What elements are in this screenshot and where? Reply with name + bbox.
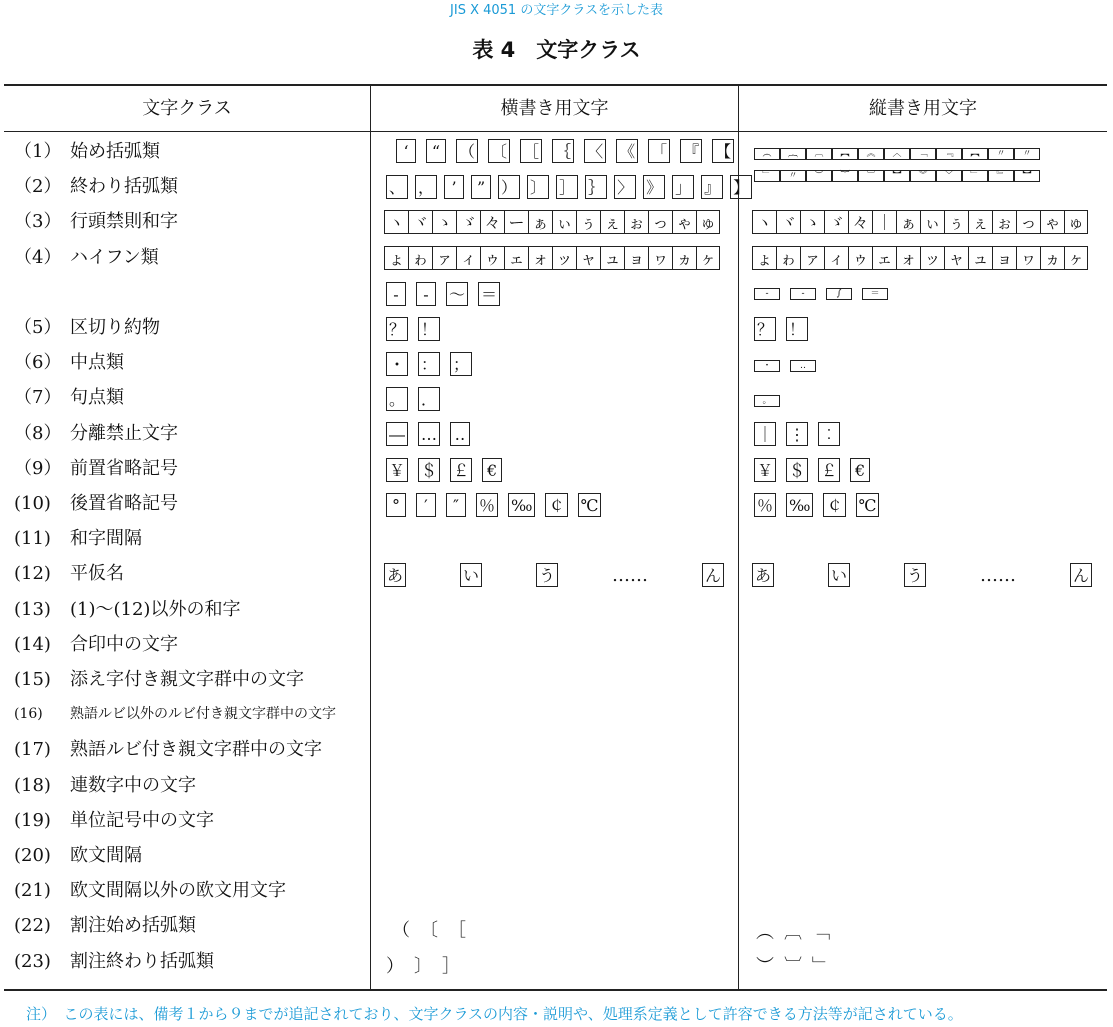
h-warichu-close <box>386 952 460 978</box>
char-glyph: …… <box>980 564 1016 586</box>
char-glyph: ﹂ <box>812 956 830 977</box>
char-glyph: ﹀ <box>936 170 962 182</box>
char-glyph: ん <box>1070 563 1092 587</box>
char-glyph: ￠ <box>823 493 845 517</box>
char-glyph: 々 <box>848 210 872 234</box>
char-glyph: ― <box>386 422 408 446</box>
h-hiragana <box>384 563 724 587</box>
char-glyph: ︾ <box>910 170 936 182</box>
row-number: (21) <box>14 880 51 902</box>
char-glyph: ︻ <box>832 148 858 160</box>
h-postfix-abbrev <box>386 493 601 517</box>
v-prefix-abbrev <box>754 458 870 482</box>
v-close-brackets <box>754 170 1040 182</box>
char-glyph: ゃ <box>672 210 696 234</box>
char-glyph: ［ <box>520 139 542 163</box>
char-glyph: ﹁ <box>910 148 936 160</box>
char-glyph: ∫ <box>826 288 852 300</box>
row-label <box>14 873 286 908</box>
char-glyph: （ <box>392 920 410 941</box>
header-horizontal: 横書き用文字 <box>500 98 609 119</box>
char-glyph: ぇ <box>600 210 624 234</box>
char-glyph: ぁ <box>896 210 920 234</box>
row-text: 区切り約物 <box>70 317 160 338</box>
row-text: 和字間隔 <box>70 528 142 550</box>
char-glyph: ‐ <box>790 288 816 300</box>
char-glyph: ゃ <box>1040 210 1064 234</box>
header-vertical: 縦書き用文字 <box>869 98 977 119</box>
footnote: 注） この表には、備考１から９までが追記されており、文字クラスの内容・説明や、処理系定義として許容できる方法等が記されている。 <box>26 1005 963 1023</box>
char-glyph: ョ <box>992 246 1016 270</box>
h-line-start-prohibited-b <box>384 246 720 270</box>
char-glyph: ′ <box>416 493 436 517</box>
char-glyph: ｜ <box>754 422 776 446</box>
char-glyph: ォ <box>528 246 552 270</box>
char-glyph: ‐ <box>754 288 780 300</box>
char-glyph: ﹃ <box>936 148 962 160</box>
column-divider <box>738 86 739 989</box>
char-glyph: ‰ <box>508 493 535 517</box>
row-text: 前置省略記号 <box>70 457 178 479</box>
row-label <box>14 908 196 943</box>
char-glyph: ︵ <box>756 922 774 943</box>
char-glyph: ： <box>418 352 440 376</box>
char-glyph: 、 <box>386 175 408 199</box>
char-glyph: “ <box>426 139 446 163</box>
char-glyph: 。 <box>754 395 780 407</box>
char-glyph: ・ <box>754 360 780 372</box>
row-text: 終わり括弧類 <box>70 176 178 198</box>
char-glyph: 】 <box>730 175 752 199</box>
row-label <box>14 592 240 627</box>
char-glyph: い <box>460 563 482 587</box>
row-text: 熟語ルビ付き親文字群中の文字 <box>70 739 322 761</box>
char-glyph: ﹂ <box>754 170 780 182</box>
row-text: 合印中の文字 <box>70 633 178 655</box>
char-glyph: ” <box>471 175 491 199</box>
v-dividing-punct <box>754 317 808 341</box>
char-glyph: ょ <box>384 246 408 270</box>
row-text: 欧文間隔 <box>70 845 142 866</box>
char-glyph: 「 <box>648 139 670 163</box>
char-glyph: ￥ <box>386 458 408 482</box>
row-text: 熟語ルビ以外のルビ付き親文字群中の文字 <box>70 706 336 723</box>
char-glyph: ﹄ <box>988 170 1014 182</box>
char-glyph: ゎ <box>776 246 800 270</box>
char-glyph: っ <box>1016 210 1040 234</box>
char-glyph: ヵ <box>672 246 696 270</box>
char-glyph: ェ <box>504 246 528 270</box>
char-glyph: ； <box>450 352 472 376</box>
char-glyph: ℃ <box>578 493 602 517</box>
char-glyph: ︵ <box>754 148 780 160</box>
char-glyph: ︺ <box>858 170 884 182</box>
char-glyph: 〉 <box>614 175 636 199</box>
char-glyph: ょ <box>752 246 776 270</box>
char-glyph: ・ <box>386 352 408 376</box>
char-glyph: ＝ <box>862 288 888 300</box>
char-glyph: ォ <box>896 246 920 270</box>
char-glyph: 〕 <box>414 956 432 977</box>
row-number: (18) <box>14 774 51 796</box>
char-glyph: ュ <box>968 246 992 270</box>
v-line-start-prohibited-a <box>752 210 1088 234</box>
char-glyph: ’ <box>444 175 464 199</box>
char-glyph: ︻ <box>962 148 988 160</box>
row-number: （9） <box>14 457 62 479</box>
h-middle-dots <box>386 352 472 376</box>
char-glyph: ￡ <box>450 458 472 482</box>
row-number: (23) <box>14 950 51 972</box>
char-glyph: ゝ <box>432 210 456 234</box>
h-hyphens <box>386 282 500 306</box>
row-label <box>14 345 124 380</box>
row-number: （8） <box>14 422 62 444</box>
v-inseparable <box>754 422 840 446</box>
h-full-stops <box>386 387 440 411</box>
char-glyph: ャ <box>944 246 968 270</box>
row-number: （3） <box>14 211 62 233</box>
char-glyph: ヮ <box>1016 246 1040 270</box>
char-glyph: ‥ <box>450 422 470 446</box>
row-number: (19) <box>14 809 51 831</box>
char-glyph: …… <box>612 564 648 586</box>
char-glyph: ＄ <box>786 458 808 482</box>
char-glyph: ゅ <box>1064 210 1088 234</box>
char-glyph: ℃ <box>856 493 880 517</box>
v-warichu-open <box>756 918 830 944</box>
char-glyph: 〔 <box>488 139 510 163</box>
row-label <box>14 803 214 838</box>
char-glyph: ぃ <box>920 210 944 234</box>
char-glyph: ° <box>386 493 406 517</box>
char-glyph: ￡ <box>818 458 840 482</box>
char-glyph: ッ <box>920 246 944 270</box>
row-number: （5） <box>14 317 62 338</box>
char-glyph: ぁ <box>528 210 552 234</box>
row-number: (14) <box>14 633 51 655</box>
char-glyph: ‘ <box>396 139 416 163</box>
row-number: (11) <box>14 528 51 550</box>
row-label <box>14 451 178 486</box>
char-glyph: ［ <box>448 920 466 941</box>
row-label <box>14 380 124 415</box>
char-glyph: ｜ <box>872 210 896 234</box>
row-label <box>14 627 178 662</box>
char-glyph: ｝ <box>585 175 607 199</box>
char-glyph: う <box>536 563 558 587</box>
row-text: ハイフン類 <box>70 246 159 268</box>
char-glyph: ヶ <box>696 246 720 270</box>
char-glyph: 」 <box>672 175 694 199</box>
char-glyph: 〕 <box>527 175 549 199</box>
row-number: （4） <box>14 246 62 268</box>
char-glyph: 【 <box>712 139 734 163</box>
row-label <box>14 310 160 345</box>
char-glyph: ぅ <box>944 210 968 234</box>
row-text: 割注始め括弧類 <box>70 915 196 937</box>
row-number: （1） <box>14 141 62 162</box>
char-glyph: ︿ <box>884 148 910 160</box>
char-glyph: ︷ <box>780 148 806 160</box>
row-text: 分離禁止文字 <box>70 422 178 444</box>
row-number: （6） <box>14 352 62 374</box>
row-text: 始め括弧類 <box>70 141 160 162</box>
char-glyph: ︸ <box>832 170 858 182</box>
row-label <box>14 416 178 451</box>
h-open-brackets <box>396 139 734 163</box>
row-label <box>14 486 178 521</box>
row-label <box>14 768 196 803</box>
char-glyph: ︶ <box>756 956 774 977</box>
char-glyph: ︽ <box>858 148 884 160</box>
char-glyph: ） <box>386 956 404 977</box>
row-text: 中点類 <box>70 352 124 374</box>
char-glyph: あ <box>384 563 406 587</box>
row-number: (16) <box>14 706 43 723</box>
char-glyph: ″ <box>446 493 466 517</box>
row-number: （7） <box>14 387 62 409</box>
char-glyph: ゝ <box>800 210 824 234</box>
char-glyph: 》 <box>643 175 665 199</box>
char-glyph: ァ <box>432 246 456 270</box>
char-glyph: ～ <box>446 282 468 306</box>
char-glyph: € <box>850 458 870 482</box>
header-divider <box>4 131 1107 132</box>
char-glyph: ヵ <box>1040 246 1064 270</box>
char-glyph: ︺ <box>784 956 802 977</box>
character-class-table <box>4 84 1107 991</box>
h-prefix-abbrev <box>386 458 502 482</box>
char-glyph: ⋮ <box>786 422 808 446</box>
row-text: 欧文間隔以外の欧文用文字 <box>70 880 286 902</box>
char-glyph: ャ <box>576 246 600 270</box>
char-glyph: ！ <box>786 317 808 341</box>
char-glyph: ゞ <box>824 210 848 234</box>
char-glyph: ￠ <box>545 493 567 517</box>
char-glyph: ィ <box>456 246 480 270</box>
row-label <box>14 134 160 169</box>
char-glyph: ＝ <box>478 282 500 306</box>
char-glyph: ゅ <box>696 210 720 234</box>
row-number: （2） <box>14 176 62 198</box>
row-label <box>14 944 214 979</box>
char-glyph: ヾ <box>408 210 432 234</box>
char-glyph: ヶ <box>1064 246 1088 270</box>
char-glyph: ‐ <box>386 282 406 306</box>
char-glyph: 』 <box>701 175 723 199</box>
char-glyph: ぃ <box>552 210 576 234</box>
column-divider <box>370 86 371 989</box>
char-glyph: ＄ <box>418 458 440 482</box>
row-label <box>14 662 304 697</box>
row-text: 添え字付き親文字群中の文字 <box>70 669 304 690</box>
v-full-stops <box>754 395 780 407</box>
char-glyph: 。 <box>386 387 408 411</box>
char-glyph: ︶ <box>806 170 832 182</box>
char-glyph: ． <box>418 387 440 411</box>
char-glyph: ゞ <box>456 210 480 234</box>
char-glyph: ィ <box>824 246 848 270</box>
char-glyph: ぇ <box>968 210 992 234</box>
row-label <box>14 732 322 767</box>
char-glyph: ョ <box>624 246 648 270</box>
row-label <box>14 240 159 275</box>
char-glyph: ‐ <box>416 282 436 306</box>
v-line-start-prohibited-b <box>752 246 1088 270</box>
char-glyph: ュ <box>600 246 624 270</box>
char-glyph: 《 <box>616 139 638 163</box>
char-glyph: 〈 <box>584 139 606 163</box>
figure-caption: JIS X 4051 の文字クラスを示した表 <box>450 3 663 18</box>
h-warichu-open <box>392 916 466 942</box>
char-glyph: ッ <box>552 246 576 270</box>
char-glyph: 〃 <box>780 170 806 182</box>
row-text: (1)～(12)以外の和字 <box>70 598 241 620</box>
char-glyph: ︹ <box>806 148 832 160</box>
char-glyph: う <box>904 563 926 587</box>
v-warichu-close <box>756 952 830 978</box>
char-glyph: ！ <box>418 317 440 341</box>
row-label <box>14 204 178 239</box>
char-glyph: ー <box>504 210 528 234</box>
row-text: 連数字中の文字 <box>70 774 196 796</box>
char-glyph: ヽ <box>752 210 776 234</box>
char-glyph: っ <box>648 210 672 234</box>
char-glyph: … <box>418 422 440 446</box>
char-glyph: ︼ <box>1014 170 1040 182</box>
char-glyph: ﹂ <box>962 170 988 182</box>
h-inseparable <box>386 422 470 446</box>
row-number: (13) <box>14 598 51 620</box>
char-glyph: い <box>828 563 850 587</box>
char-glyph: ‥ <box>790 360 816 372</box>
char-glyph: ？ <box>754 317 776 341</box>
h-dividing-punct <box>386 317 440 341</box>
char-glyph: ｛ <box>552 139 574 163</box>
row-text: 句点類 <box>70 387 124 409</box>
char-glyph: 々 <box>480 210 504 234</box>
row-label <box>14 556 124 591</box>
v-postfix-abbrev <box>754 493 879 517</box>
row-number: (10) <box>14 493 51 514</box>
h-line-start-prohibited-a <box>384 210 720 234</box>
char-glyph: 〃 <box>1014 148 1040 160</box>
char-glyph: ︰ <box>818 422 840 446</box>
char-glyph: ￥ <box>754 458 776 482</box>
v-hyphens <box>754 288 888 300</box>
char-glyph: 〔 <box>420 920 438 941</box>
char-glyph: € <box>482 458 502 482</box>
char-glyph: ゥ <box>848 246 872 270</box>
char-glyph: ぉ <box>992 210 1016 234</box>
char-glyph: ︼ <box>884 170 910 182</box>
char-glyph: ヾ <box>776 210 800 234</box>
row-number: (17) <box>14 739 51 761</box>
char-glyph: 〃 <box>988 148 1014 160</box>
char-glyph: ヮ <box>648 246 672 270</box>
char-glyph: ） <box>498 175 520 199</box>
row-text: 後置省略記号 <box>70 493 178 514</box>
char-glyph: ぉ <box>624 210 648 234</box>
char-glyph: ヽ <box>384 210 408 234</box>
char-glyph: あ <box>752 563 774 587</box>
row-number: (22) <box>14 915 51 937</box>
char-glyph: ？ <box>386 317 408 341</box>
char-glyph: ゎ <box>408 246 432 270</box>
row-number: (12) <box>14 563 51 585</box>
header-char-class: 文字クラス <box>142 98 232 119</box>
row-number: (15) <box>14 669 51 690</box>
char-glyph: ％ <box>754 493 776 517</box>
char-glyph: ％ <box>476 493 498 517</box>
char-glyph: ］ <box>556 175 578 199</box>
row-text: 行頭禁則和字 <box>70 211 178 233</box>
char-glyph: ん <box>702 563 724 587</box>
row-number: (20) <box>14 845 51 866</box>
v-open-brackets <box>754 148 1040 160</box>
char-glyph: （ <box>456 139 478 163</box>
char-glyph: ‰ <box>786 493 813 517</box>
row-label <box>14 521 142 556</box>
row-text: 単位記号中の文字 <box>70 809 214 831</box>
char-glyph: ］ <box>442 956 460 977</box>
char-glyph: ﹁ <box>812 922 830 943</box>
char-glyph: ︹ <box>784 922 802 943</box>
row-text: 割注終わり括弧類 <box>70 950 214 972</box>
row-label <box>14 838 142 873</box>
char-glyph: ェ <box>872 246 896 270</box>
row-label <box>14 169 178 204</box>
h-close-brackets <box>386 175 752 199</box>
v-hiragana <box>752 563 1092 587</box>
char-glyph: ゥ <box>480 246 504 270</box>
row-text: 平仮名 <box>70 563 124 585</box>
v-middle-dots <box>754 360 816 372</box>
table-title: 表 4 文字クラス <box>472 38 641 62</box>
char-glyph: ァ <box>800 246 824 270</box>
char-glyph: 『 <box>680 139 702 163</box>
char-glyph: ぅ <box>576 210 600 234</box>
row-label <box>14 697 336 732</box>
char-glyph: ， <box>415 175 437 199</box>
